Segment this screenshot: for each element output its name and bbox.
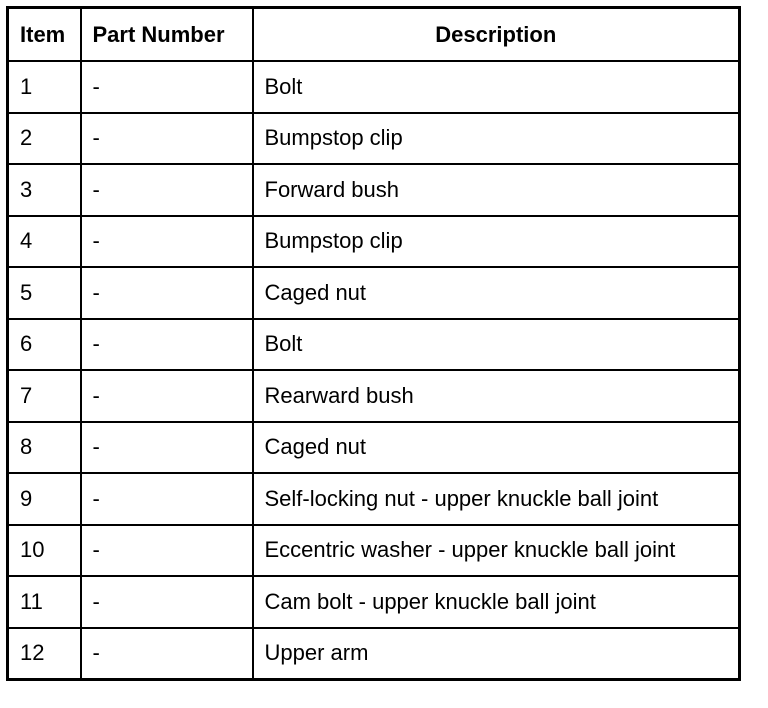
cell-part-number: - (81, 628, 253, 680)
cell-item: 10 (8, 525, 81, 577)
header-description: Description (253, 8, 740, 62)
cell-description: Rearward bush (253, 370, 740, 422)
table-row (8, 525, 740, 577)
cell-description: Caged nut (253, 267, 740, 319)
cell-part-number: - (81, 61, 253, 113)
cell-item: 5 (8, 267, 81, 319)
cell-description: Upper arm (253, 628, 740, 680)
cell-item: 12 (8, 628, 81, 680)
header-row (8, 8, 740, 62)
cell-item: 7 (8, 370, 81, 422)
cell-part-number: - (81, 525, 253, 577)
cell-part-number: - (81, 576, 253, 628)
table-row (8, 216, 740, 268)
table-row (8, 370, 740, 422)
cell-item: 11 (8, 576, 81, 628)
cell-description: Bolt (253, 319, 740, 371)
cell-description: Bumpstop clip (253, 113, 740, 165)
cell-part-number: - (81, 319, 253, 371)
cell-part-number: - (81, 216, 253, 268)
cell-description: Cam bolt - upper knuckle ball joint (253, 576, 740, 628)
table-row (8, 576, 740, 628)
cell-description: Bumpstop clip (253, 216, 740, 268)
cell-part-number: - (81, 422, 253, 474)
header-part-number: Part Number (81, 8, 253, 62)
table-row (8, 628, 740, 680)
cell-description: Self-locking nut - upper knuckle ball joint (253, 473, 740, 525)
cell-item: 9 (8, 473, 81, 525)
cell-item: 8 (8, 422, 81, 474)
cell-part-number: - (81, 164, 253, 216)
cell-description: Caged nut (253, 422, 740, 474)
table-row (8, 61, 740, 113)
cell-description: Forward bush (253, 164, 740, 216)
cell-part-number: - (81, 473, 253, 525)
cell-part-number: - (81, 267, 253, 319)
parts-table (6, 6, 741, 681)
cell-description: Eccentric washer - upper knuckle ball joint (253, 525, 740, 577)
table-body (8, 61, 740, 680)
cell-part-number: - (81, 113, 253, 165)
cell-item: 6 (8, 319, 81, 371)
cell-description: Bolt (253, 61, 740, 113)
cell-item: 1 (8, 61, 81, 113)
table-row (8, 267, 740, 319)
table-row (8, 164, 740, 216)
cell-part-number: - (81, 370, 253, 422)
table-row (8, 473, 740, 525)
table-row (8, 113, 740, 165)
cell-item: 3 (8, 164, 81, 216)
table-header (8, 8, 740, 62)
cell-item: 4 (8, 216, 81, 268)
table-row (8, 319, 740, 371)
cell-item: 2 (8, 113, 81, 165)
header-item: Item (8, 8, 81, 62)
table-row (8, 422, 740, 474)
